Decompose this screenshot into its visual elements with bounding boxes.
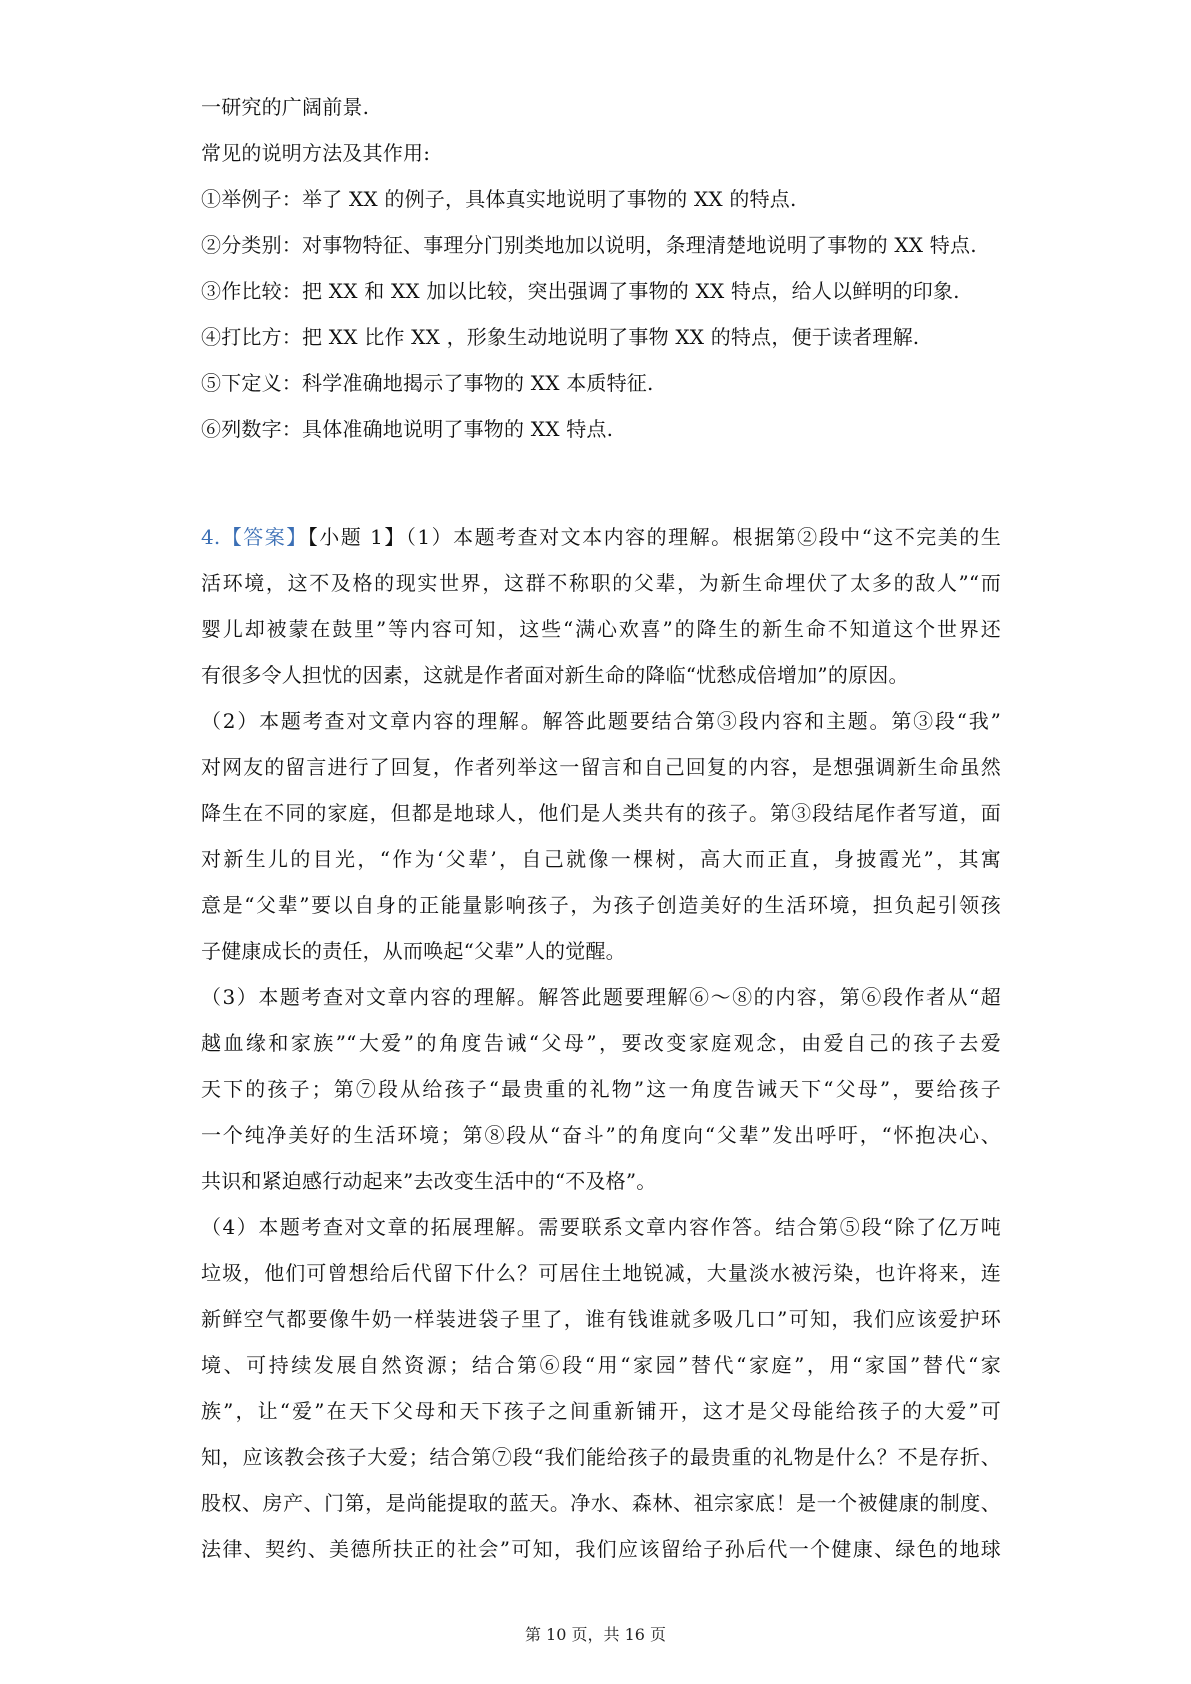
answer-line: 一个纯净美好的生活环境；第⑧段从“奋斗”的角度向“父辈”发出呼吁，“怀抱决心、 bbox=[201, 1123, 1001, 1147]
answer-line: 法律、契约、美德所扶正的社会”可知，我们应该留给子孙后代一个健康、绿色的地球 bbox=[201, 1537, 1001, 1561]
question-number: 4. bbox=[201, 525, 221, 549]
answer-line: 族”，让“爱”在天下父母和天下孩子之间重新铺开，这才是父母能给孩子的大爱”可 bbox=[201, 1399, 1001, 1423]
text-line: ⑤下定义：科学准确地揭示了事物的 XX 本质特征. bbox=[201, 371, 654, 395]
answer-line: （3）本题考查对文章内容的理解。解答此题要理解⑥～⑧的内容，第⑥段作者从“超 bbox=[201, 985, 1001, 1009]
text-line: 常见的说明方法及其作用: bbox=[201, 141, 431, 165]
text-line: ④打比方：把 XX 比作 XX ，形象生动地说明了事物 XX 的特点，便于读者理解. bbox=[201, 325, 920, 349]
page-footer: 第 10 页，共 16 页 bbox=[524, 1625, 667, 1644]
text-line: ③作比较：把 XX 和 XX 加以比较，突出强调了事物的 XX 特点，给人以鲜明的印象. bbox=[201, 279, 960, 303]
page-content bbox=[201, 84, 1001, 1572]
section-spacer bbox=[201, 452, 1001, 514]
answer-line: 天下的孩子；第⑦段从给孩子“最贵重的礼物”这一角度告诫天下“父母”，要给孩子 bbox=[201, 1077, 1001, 1101]
answer-line: 境、可持续发展自然资源；结合第⑥段“用“家园”替代“家庭”，用“家国”替代“家 bbox=[201, 1353, 1001, 1377]
answer-line: 对网友的留言进行了回复，作者列举这一留言和自己回复的内容，是想强调新生命虽然 bbox=[201, 755, 1001, 779]
question-first-line bbox=[201, 514, 1001, 560]
answer-line: 越血缘和家族”“大爱”的角度告诫“父母”，要改变家庭观念，由爱自己的孩子去爱 bbox=[201, 1031, 1001, 1055]
answer-line: 活环境，这不及格的现实世界，这群不称职的父辈，为新生命埋伏了太多的敌人”“而 bbox=[201, 571, 1001, 595]
answer-line: 有很多令人担忧的因素，这就是作者面对新生命的降临“忧愁成倍增加”的原因。 bbox=[201, 663, 909, 687]
text-line: ①举例子：举了 XX 的例子，具体真实地说明了事物的 XX 的特点. bbox=[201, 187, 797, 211]
answer-line: 知，应该教会孩子大爱；结合第⑦段“我们能给孩子的最贵重的礼物是什么？不是存折、 bbox=[201, 1445, 1001, 1469]
answer-line: 子健康成长的责任，从而唤起“父辈”人的觉醒。 bbox=[201, 939, 626, 963]
answer-line: 共识和紧迫感行动起来”去改变生活中的“不及格”。 bbox=[201, 1169, 657, 1193]
answer-line: 降生在不同的家庭，但都是地球人，他们是人类共有的孩子。第③段结尾作者写道，面 bbox=[201, 801, 1001, 825]
answer-line: 新鲜空气都要像牛奶一样装进袋子里了，谁有钱谁就多吸几口”可知，我们应该爱护环 bbox=[201, 1307, 1001, 1331]
answer-line: （4）本题考查对文章的拓展理解。需要联系文章内容作答。结合第⑤段“除了亿万吨 bbox=[201, 1215, 1001, 1239]
answer-line: 垃圾，他们可曾想给后代留下什么？可居住土地锐减，大量淡水被污染，也许将来，连 bbox=[201, 1261, 1001, 1285]
answer-line: （2）本题考查对文章内容的理解。解答此题要结合第③段内容和主题。第③段“我” bbox=[201, 709, 1001, 733]
answer-tag: 【答案】 bbox=[220, 525, 308, 549]
text-line: ⑥列数字：具体准确地说明了事物的 XX 特点. bbox=[201, 417, 614, 441]
answer-line: 意是“父辈”要以自身的正能量影响孩子，为孩子创造美好的生活环境，担负起引领孩 bbox=[201, 893, 1001, 917]
question-first-line-text: 【小题 1】（1）本题考查对文本内容的理解。根据第②段中“这不完美的生 bbox=[307, 525, 1001, 549]
answer-line: 股权、房产、门第，是尚能提取的蓝天。净水、森林、祖宗家底！是一个被健康的制度、 bbox=[201, 1491, 1001, 1515]
answer-line: 婴儿却被蒙在鼓里”等内容可知，这些“满心欢喜”的降生的新生命不知道这个世界还 bbox=[201, 617, 1001, 641]
text-line: ②分类别：对事物特征、事理分门别类地加以说明，条理清楚地说明了事物的 XX 特点. bbox=[201, 233, 977, 257]
text-line: 一研究的广阔前景. bbox=[201, 95, 370, 119]
answer-line: 对新生儿的目光，“作为‘父辈’，自己就像一棵树，高大而正直，身披霞光”，其寓 bbox=[201, 847, 1001, 871]
